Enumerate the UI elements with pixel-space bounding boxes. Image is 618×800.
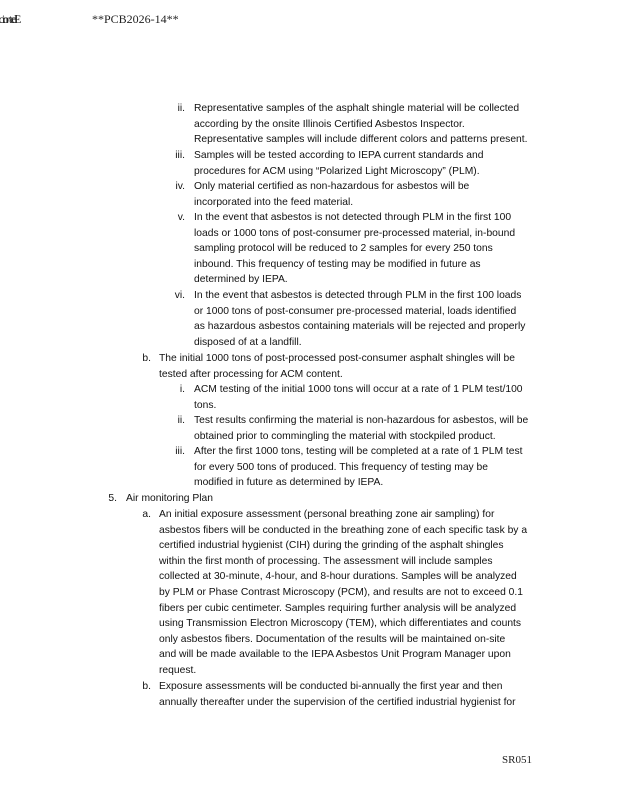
text-line: annually thereafter under the supervision of the certified industrial hygienist for <box>159 696 516 708</box>
text-line: request. <box>159 664 197 676</box>
roman-marker: v. <box>177 212 185 223</box>
text-line: Representative samples of the asphalt shingle material will be collected <box>194 103 520 114</box>
text-line: by PLM or Phase Contrast Microscopy (PCM), and results are not to exceed 0.1 <box>159 586 523 598</box>
roman-marker: iii. <box>175 150 185 161</box>
letter-marker: b. <box>142 681 151 692</box>
letter-marker: b. <box>142 353 151 364</box>
text-line: certified industrial hygienist (CIH) during the grinding of the asphalt shingles <box>159 540 504 552</box>
text-line: disposed of at a landfill. <box>194 336 302 348</box>
text-line: asbestos fibers will be conducted in the breathing zone of each specific task by a <box>159 524 528 536</box>
text-line: incorporated into the feed material. <box>194 196 354 208</box>
numbered-section <box>107 491 213 507</box>
text-line: only asbestos fibers. Documentation of the results will be maintained on-site <box>159 633 506 645</box>
section-title: Air monitoring Plan <box>126 493 213 504</box>
roman-item <box>163 148 483 179</box>
roman-item <box>163 179 469 210</box>
lettered-item <box>139 679 516 710</box>
section-number: 5. <box>108 493 117 504</box>
text-line: collected at 30-minute, 4-hour, and 8-hour durations. Samples will be analyzed <box>159 571 517 583</box>
roman-item <box>163 210 515 288</box>
text-line: In the event that asbestos is detected through PLM in the first 100 loads <box>194 290 522 301</box>
lettered-item <box>139 351 515 382</box>
text-line: The initial 1000 tons of post-processed post-consumer asphalt shingles will be <box>159 353 516 364</box>
text-line: according by the onsite Illinois Certified Asbestos Inspector. <box>194 118 465 130</box>
text-line: Only material certified as non-hazardous for asbestos will be <box>194 181 470 192</box>
lettered-item <box>139 507 527 679</box>
text-line: After the first 1000 tons, testing will be completed at a rate of 1 PLM test <box>194 446 523 457</box>
text-line: within the first month of processing. The assessment will include samples <box>159 555 493 567</box>
text-line: obtained prior to commingling the material with stockpiled product. <box>194 430 496 442</box>
roman-item <box>163 101 528 148</box>
roman-item <box>163 413 528 444</box>
roman-item <box>163 288 525 350</box>
text-line: In the event that asbestos is not detected through PLM in the first 100 <box>194 212 512 223</box>
page-id: SR051 <box>502 754 532 766</box>
roman-marker: iii. <box>175 446 185 457</box>
filing-stamp-line-b: **PCB2026-14** <box>92 12 179 26</box>
text-line: and will be made available to the IEPA Asbestos Unit Program Manager upon <box>159 649 511 661</box>
text-line: Test results confirming the material is non-hazardous for asbestos, will be <box>194 415 529 426</box>
text-line: sampling protocol will be reduced to 2 samples for every 250 tons <box>194 243 493 255</box>
text-line: Representative samples will include different colors and patterns present. <box>194 134 528 146</box>
text-line: tested after processing for ACM content. <box>159 368 343 380</box>
text-line: fibers per cubic centimeter. Samples requiring further analysis will be analyzed <box>159 602 517 614</box>
roman-marker: vi. <box>174 290 185 301</box>
text-line: modified in future as determined by IEPA. <box>194 477 384 489</box>
roman-item <box>163 382 523 413</box>
text-line: as hazardous asbestos containing materials will be rejected and properly <box>194 321 526 333</box>
text-line: procedures for ACM using “Polarized Light Microscopy” (PLM). <box>194 165 480 177</box>
text-line: for every 500 tons of produced. This frequency of testing may be <box>194 461 489 473</box>
roman-marker: iv. <box>175 181 185 192</box>
roman-marker: ii. <box>177 415 185 426</box>
text-line: tons. <box>194 399 217 411</box>
text-line: ACM testing of the initial 1000 tons will occur at a rate of 1 PLM test/100 <box>194 384 523 395</box>
text-line: or 1000 tons of post-consumer pre-processed material, loads identified <box>194 305 517 317</box>
text-line: Samples will be tested according to IEPA current standards and <box>194 150 484 161</box>
text-line: determined by IEPA. <box>194 274 288 286</box>
text-line: inbound. This frequency of testing may be modified in future as <box>194 258 481 270</box>
text-line: using Transmission Electron Microscopy (TEM), which differentiates and counts <box>159 618 522 630</box>
text-line: An initial exposure assessment (personal breathing zone air sampling) for <box>159 509 495 520</box>
text-line: loads or 1000 tons of post-consumer pre-processed material, in-bound <box>194 227 516 239</box>
letter-marker: a. <box>142 509 151 520</box>
roman-item <box>163 444 523 491</box>
roman-marker: i. <box>179 384 185 395</box>
roman-marker: ii. <box>177 103 185 114</box>
text-line: Exposure assessments will be conducted bi-annually the first year and then <box>159 681 503 692</box>
